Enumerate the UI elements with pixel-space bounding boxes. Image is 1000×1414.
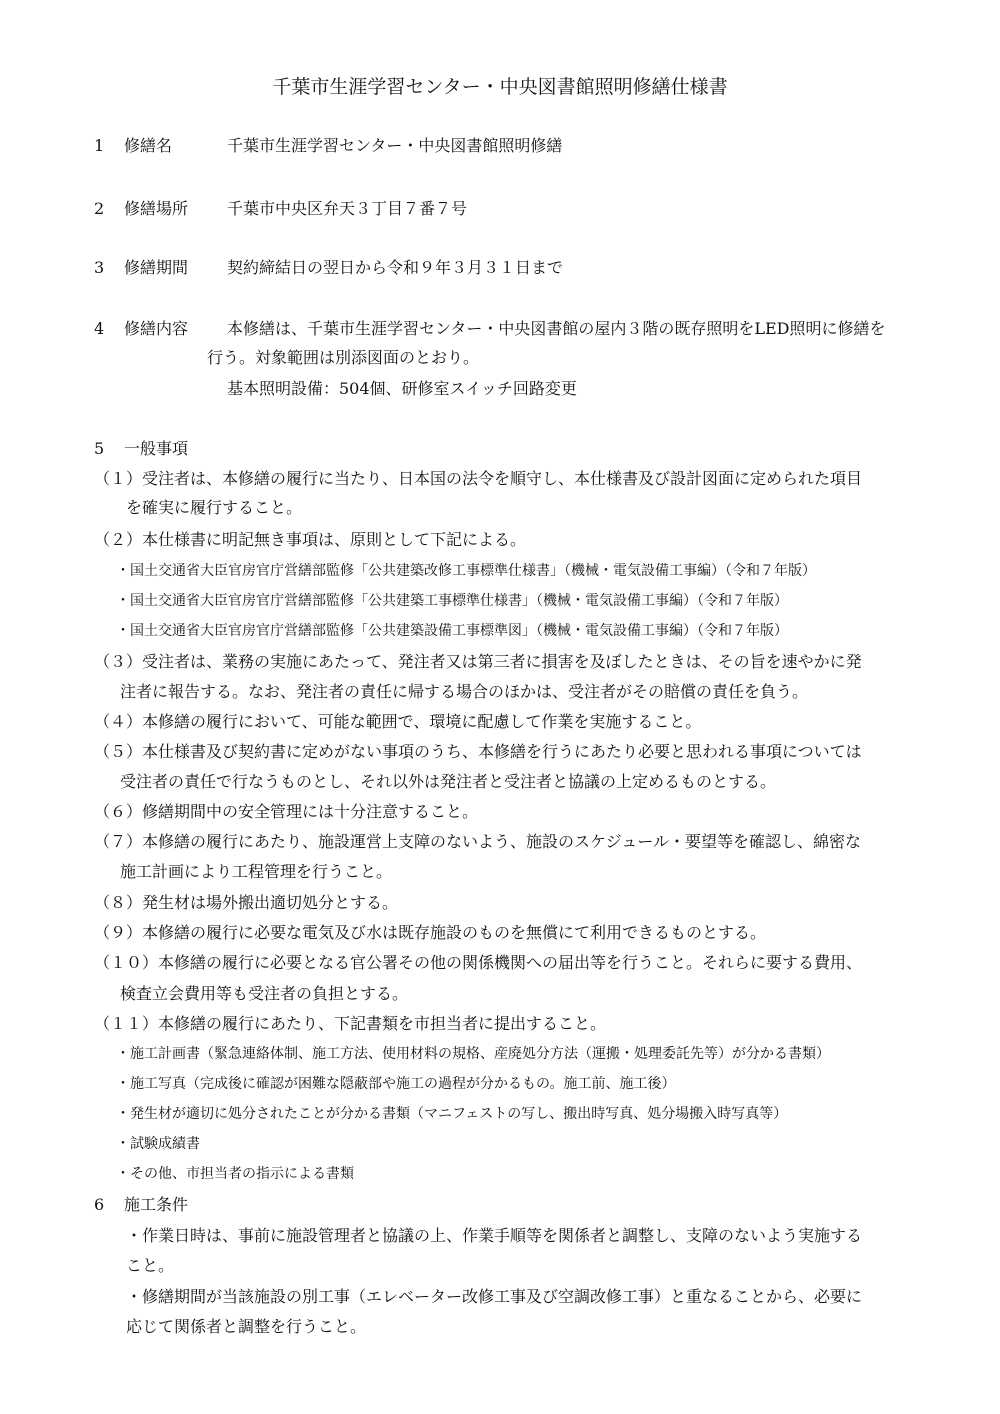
item-3-value: 契約締結日の翌日から令和９年３月３１日まで — [227, 258, 564, 277]
clause-9-line-1: （９）本修繕の履行に必要な電気及び水は既存施設のものを無償にて利用できるものとする。 — [94, 923, 767, 942]
item-6-label: 施工条件 — [124, 1195, 189, 1214]
document-bullet-4: ・試験成績書 — [116, 1136, 200, 1152]
item-4-value-line-3: 基本照明設備：504個、研修室スイッチ回路変更 — [227, 379, 577, 398]
clause-10-line-1: （１０）本修繕の履行に必要となる官公署その他の関係機関への届出等を行うこと。それらに要する費用、 — [94, 953, 863, 972]
item-3-number: 3 — [94, 258, 105, 277]
document-bullet-2: ・施工写真（完成後に確認が困難な隠蔽部や施工の過程が分かるもの。施工前、施工後） — [116, 1076, 676, 1092]
item-4-value-line-2: 行う。対象範囲は別添図面のとおり。 — [207, 348, 480, 367]
clause-2-line-1: （２）本仕様書に明記無き事項は、原則として下記による。 — [94, 530, 527, 549]
clause-10-line-2: 検査立会費用等も受注者の負担とする。 — [120, 984, 409, 1003]
item-5-label: 一般事項 — [124, 439, 189, 458]
document-bullet-3: ・発生材が適切に処分されたことが分かる書類（マニフェストの写し、搬出時写真、処分場搬入時写真等） — [116, 1106, 788, 1122]
item-2-number: 2 — [94, 199, 105, 218]
condition-1-line-2: こと。 — [126, 1256, 175, 1275]
clause-4-line-1: （４）本修繕の履行において、可能な範囲で、環境に配慮して作業を実施すること。 — [94, 712, 702, 731]
reference-bullet-3: ・国土交通省大臣官房官庁営繕部監修「公共建築設備工事標準図」（機械・電気設備工事編）（令和７年版） — [116, 623, 788, 639]
clause-3-line-1: （３）受注者は、業務の実施にあたって、発注者又は第三者に損害を及ぼしたときは、その旨を速やかに発 — [94, 652, 862, 671]
clause-7-line-2: 施工計画により工程管理を行うこと。 — [120, 862, 393, 881]
item-6-number: 6 — [94, 1195, 105, 1214]
item-2-label: 修繕場所 — [124, 199, 189, 218]
clause-3-line-2: 注者に報告する。なお、発注者の責任に帰する場合のほかは、受注者がその賠償の責任を負う。 — [120, 682, 809, 701]
reference-bullet-1: ・国土交通省大臣官房官庁営繕部監修「公共建築改修工事標準仕様書」（機械・電気設備工事編）（令和７年版） — [116, 563, 816, 579]
document-title: 千葉市生涯学習センター・中央図書館照明修繕仕様書 — [272, 76, 728, 98]
clause-7-line-1: （７）本修繕の履行にあたり、施設運営上支障のないよう、施設のスケジュール・要望等を確認し、綿密な — [94, 832, 862, 851]
condition-1-line-1: ・作業日時は、事前に施設管理者と協議の上、作業手順等を関係者と調整し、支障のないよう実施する — [126, 1226, 863, 1245]
item-2-value: 千葉市中央区弁天３丁目７番７号 — [227, 199, 468, 218]
item-5-number: 5 — [94, 439, 105, 458]
item-1-value: 千葉市生涯学習センター・中央図書館照明修繕 — [227, 136, 563, 155]
condition-2-line-2: 応じて関係者と調整を行うこと。 — [126, 1317, 367, 1336]
reference-bullet-2: ・国土交通省大臣官房官庁営繕部監修「公共建築工事標準仕様書」（機械・電気設備工事編）（令和７年版） — [116, 593, 788, 609]
document-bullet-1: ・施工計画書（緊急連絡体制、施工方法、使用材料の規格、産廃処分方法（運搬・処理委託先等）が分かる書類） — [116, 1046, 830, 1062]
item-1-label: 修繕名 — [124, 136, 173, 155]
item-3-label: 修繕期間 — [124, 258, 189, 277]
clause-8-line-1: （８）発生材は場外搬出適切処分とする。 — [94, 893, 399, 912]
condition-2-line-1: ・修繕期間が当該施設の別工事（エレベーター改修工事及び空調改修工事）と重なることから、必要に — [126, 1287, 863, 1306]
item-4-number: 4 — [94, 319, 105, 338]
item-4-label: 修繕内容 — [124, 319, 189, 338]
clause-1-line-2: を確実に履行すること。 — [126, 498, 303, 517]
clause-1-line-1: （１）受注者は、本修繕の履行に当たり、日本国の法令を順守し、本仕様書及び設計図面に定められた項目 — [94, 469, 863, 488]
document-bullet-5: ・その他、市担当者の指示による書類 — [116, 1166, 354, 1182]
clause-11-line-1: （１１）本修繕の履行にあたり、下記書類を市担当者に提出すること。 — [94, 1014, 607, 1033]
item-1-number: 1 — [94, 136, 105, 155]
clause-5-line-1: （５）本仕様書及び契約書に定めがない事項のうち、本修繕を行うにあたり必要と思われる事項については — [94, 742, 862, 761]
item-4-value-line-1: 本修繕は、千葉市生涯学習センター・中央図書館の屋内３階の既存照明をLED照明に修繕を — [227, 319, 886, 338]
clause-6-line-1: （６）修繕期間中の安全管理には十分注意すること。 — [94, 802, 479, 821]
clause-5-line-2: 受注者の責任で行なうものとし、それ以外は発注者と受注者と協議の上定めるものとする。 — [120, 772, 777, 791]
